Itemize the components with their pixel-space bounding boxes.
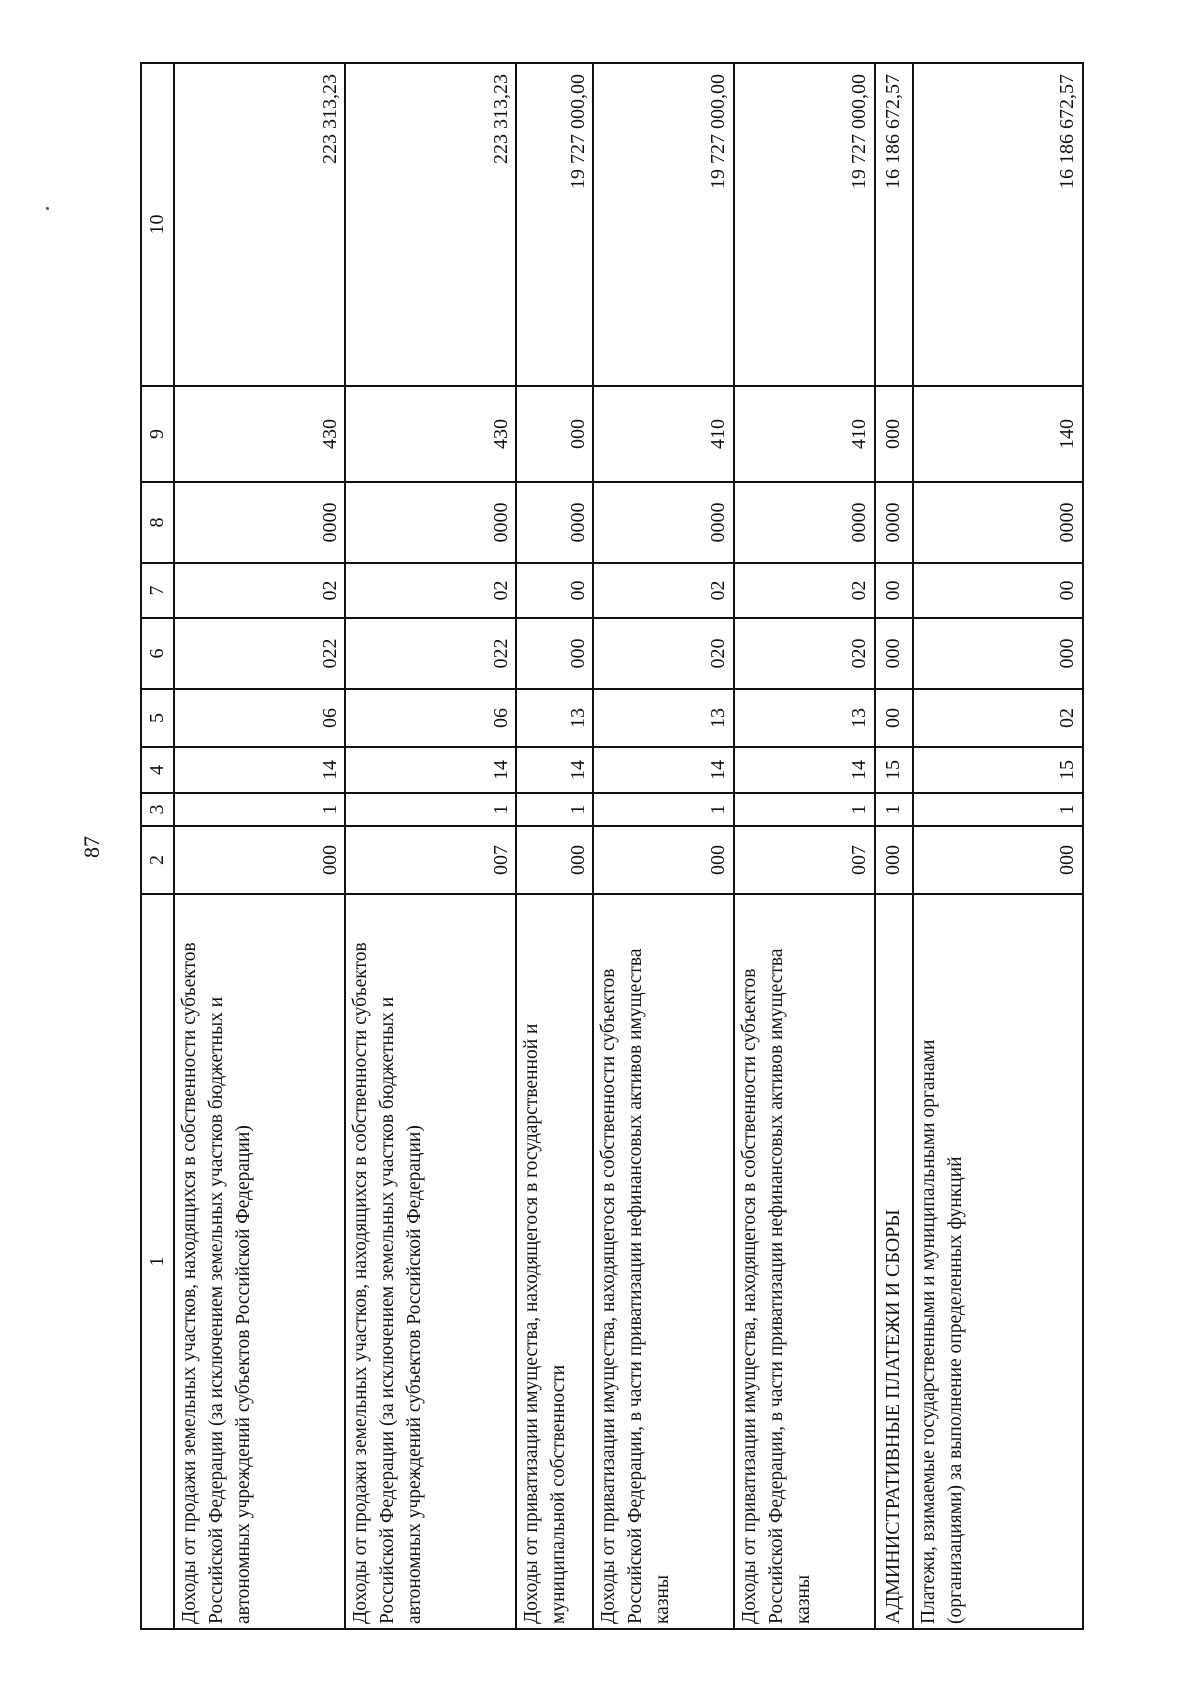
row-code-8: 0000 <box>734 482 875 563</box>
row-code-3: 1 <box>913 793 1083 826</box>
table-row <box>516 63 593 1629</box>
row-code-2: 000 <box>875 826 914 894</box>
row-code-8: 0000 <box>875 482 914 563</box>
header-cell-6: 6 <box>141 618 174 689</box>
row-amount: 19 727 000,00 <box>516 63 593 386</box>
row-amount: 19 727 000,00 <box>593 63 734 386</box>
row-code-4: 14 <box>734 747 875 793</box>
row-code-7: 00 <box>516 563 593 618</box>
row-code-3: 1 <box>516 793 593 826</box>
row-code-4: 15 <box>875 747 914 793</box>
header-cell-8: 8 <box>141 482 174 563</box>
row-amount: 16 186 672,57 <box>913 63 1083 386</box>
row-amount: 16 186 672,57 <box>875 63 914 386</box>
row-code-9: 000 <box>516 386 593 482</box>
header-cell-7: 7 <box>141 563 174 618</box>
rotated-table-container <box>140 64 1084 1630</box>
row-code-5: 13 <box>734 689 875 747</box>
row-code-4: 15 <box>913 747 1083 793</box>
row-code-9: 000 <box>875 386 914 482</box>
row-code-5: 06 <box>345 689 516 747</box>
scan-speck <box>46 207 49 210</box>
table-row <box>734 63 875 1629</box>
row-code-4: 14 <box>345 747 516 793</box>
row-code-8: 0000 <box>593 482 734 563</box>
row-code-6: 022 <box>345 618 516 689</box>
row-code-7: 02 <box>593 563 734 618</box>
row-code-5: 13 <box>593 689 734 747</box>
table-header-row <box>141 63 174 1629</box>
row-code-6: 000 <box>516 618 593 689</box>
header-cell-10: 10 <box>141 63 174 386</box>
row-code-4: 14 <box>516 747 593 793</box>
row-code-7: 02 <box>734 563 875 618</box>
row-amount: 223 313,23 <box>345 63 516 386</box>
row-code-8: 0000 <box>174 482 345 563</box>
row-code-9: 430 <box>174 386 345 482</box>
header-cell-4: 4 <box>141 747 174 793</box>
row-code-3: 1 <box>174 793 345 826</box>
row-code-5: 06 <box>174 689 345 747</box>
row-code-5: 00 <box>875 689 914 747</box>
row-amount: 19 727 000,00 <box>734 63 875 386</box>
row-code-3: 1 <box>345 793 516 826</box>
header-cell-9: 9 <box>141 386 174 482</box>
row-code-5: 13 <box>516 689 593 747</box>
row-code-2: 007 <box>345 826 516 894</box>
row-code-2: 000 <box>593 826 734 894</box>
table-row <box>913 63 1083 1629</box>
row-code-9: 410 <box>593 386 734 482</box>
header-cell-5: 5 <box>141 689 174 747</box>
table-row <box>593 63 734 1629</box>
table-row <box>875 63 914 1629</box>
header-cell-3: 3 <box>141 793 174 826</box>
row-code-6: 020 <box>593 618 734 689</box>
row-code-9: 410 <box>734 386 875 482</box>
row-description: АДМИНИСТРАТИВНЫЕ ПЛАТЕЖИ И СБОРЫ <box>875 894 914 1629</box>
row-description: Доходы от приватизации имущества, находящегося в собственности субъектов Российской Федерации, в части приватизации нефинансовых активов имущества казны <box>593 894 734 1629</box>
row-code-3: 1 <box>593 793 734 826</box>
row-code-9: 140 <box>913 386 1083 482</box>
row-code-9: 430 <box>345 386 516 482</box>
row-code-7: 02 <box>345 563 516 618</box>
row-code-7: 00 <box>913 563 1083 618</box>
row-description: Доходы от приватизации имущества, находящегося в собственности субъектов Российской Федерации, в части приватизации нефинансовых активов имущества казны <box>734 894 875 1629</box>
header-cell-2: 2 <box>141 826 174 894</box>
row-code-2: 000 <box>516 826 593 894</box>
row-description: Доходы от продажи земельных участков, находящихся в собственности субъектов Российской Федерации (за исключением земельных участков бюджетных и автономных учреждений субъектов Российской Федерации) <box>174 894 345 1629</box>
row-code-7: 02 <box>174 563 345 618</box>
row-code-6: 020 <box>734 618 875 689</box>
header-cell-1: 1 <box>141 894 174 1629</box>
row-description: Доходы от приватизации имущества, находящегося в государственной и муниципальной собственности <box>516 894 593 1629</box>
table-row <box>345 63 516 1629</box>
page-number: 87 <box>79 836 104 858</box>
row-code-6: 000 <box>913 618 1083 689</box>
row-code-7: 00 <box>875 563 914 618</box>
row-code-2: 000 <box>174 826 345 894</box>
row-code-4: 14 <box>593 747 734 793</box>
row-code-8: 0000 <box>516 482 593 563</box>
row-description: Платежи, взимаемые государственными и муниципальными органами (организациями) за выполнение определенных функций <box>913 894 1083 1629</box>
row-code-3: 1 <box>875 793 914 826</box>
row-code-8: 0000 <box>345 482 516 563</box>
row-amount: 223 313,23 <box>174 63 345 386</box>
row-description: Доходы от продажи земельных участков, находящихся в собственности субъектов Российской Федерации (за исключением земельных участков бюджетных и автономных учреждений субъектов Российской Федерации) <box>345 894 516 1629</box>
row-code-4: 14 <box>174 747 345 793</box>
row-code-6: 000 <box>875 618 914 689</box>
table-frame <box>140 64 1084 1630</box>
table-row <box>174 63 345 1629</box>
row-code-8: 0000 <box>913 482 1083 563</box>
revenue-table <box>140 62 1084 1630</box>
row-code-5: 02 <box>913 689 1083 747</box>
row-code-2: 000 <box>913 826 1083 894</box>
row-code-3: 1 <box>734 793 875 826</box>
row-code-2: 007 <box>734 826 875 894</box>
row-code-6: 022 <box>174 618 345 689</box>
